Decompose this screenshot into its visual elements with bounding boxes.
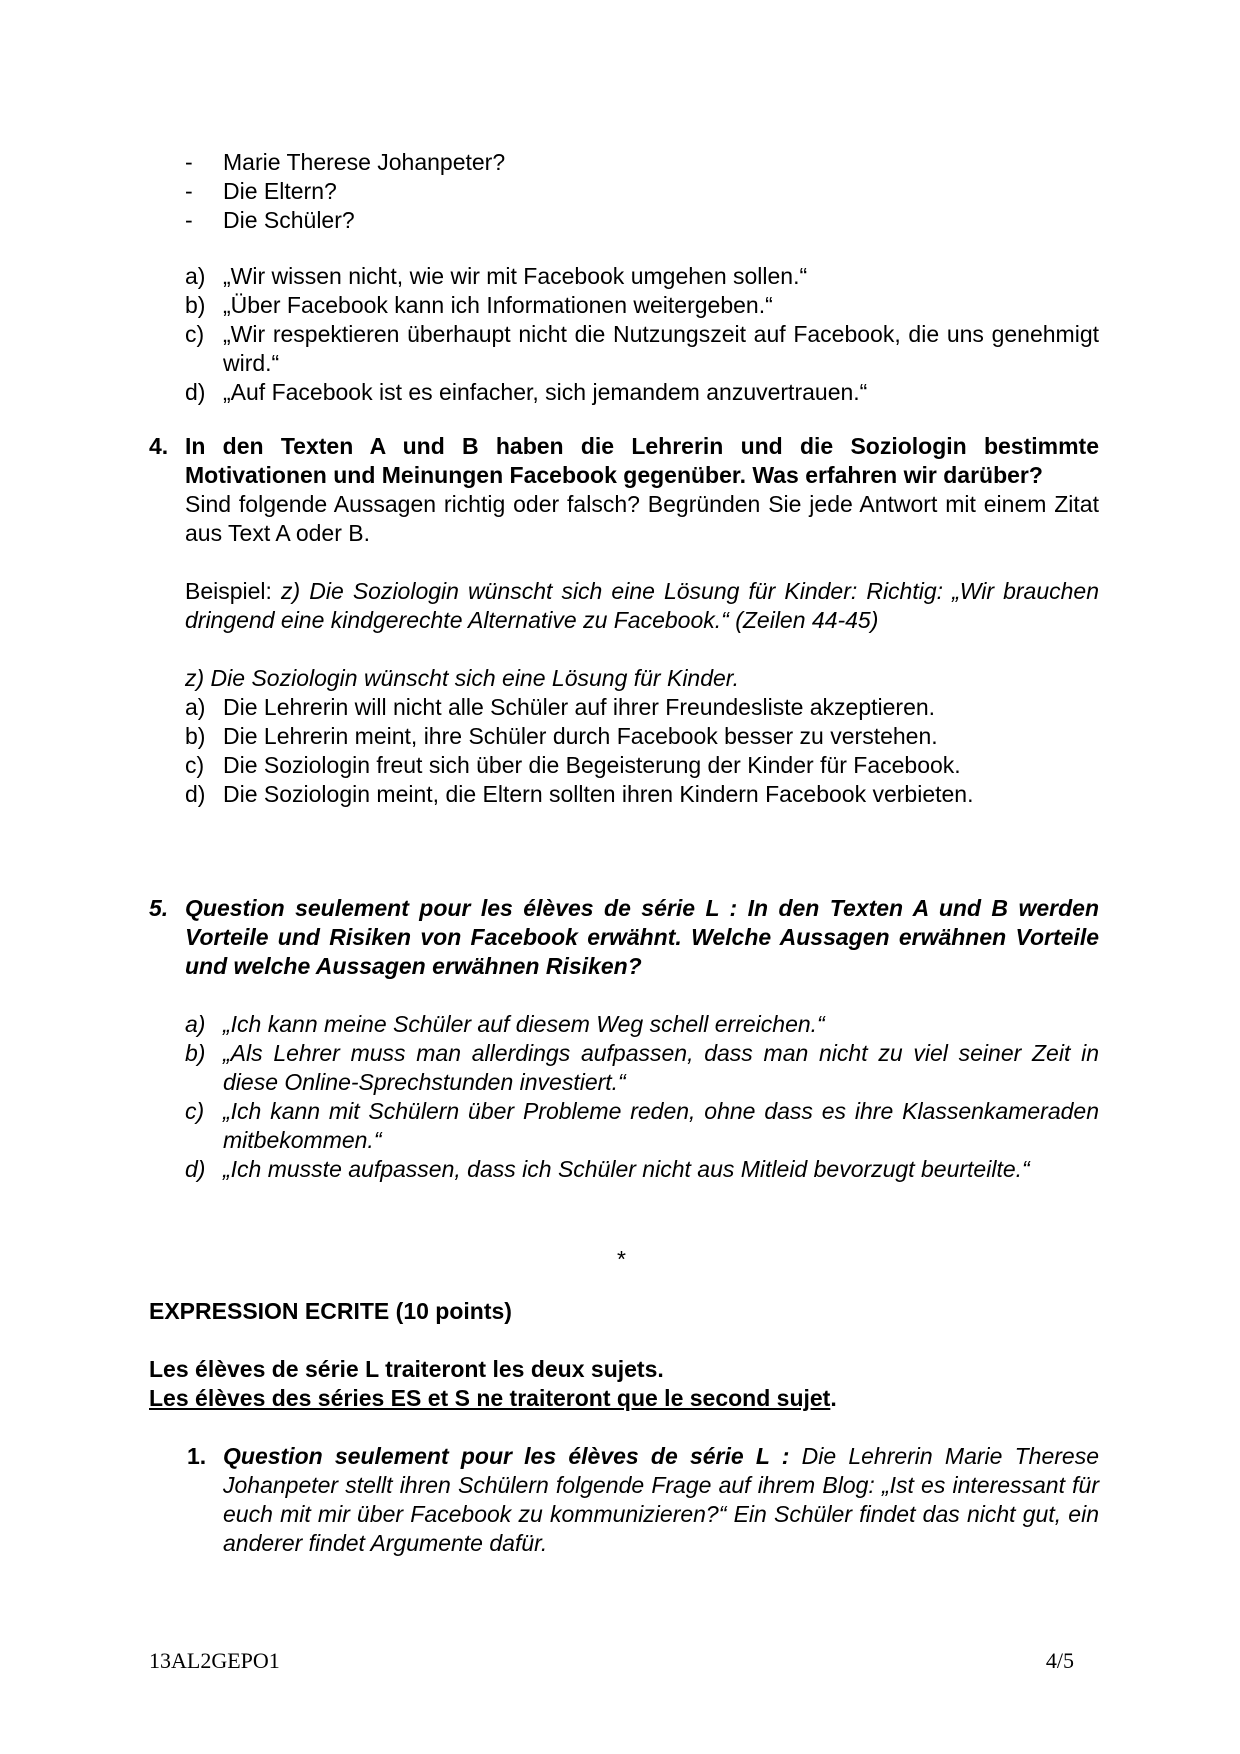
question-instruction: Sind folgende Aussagen richtig oder falsch? Begründen Sie jede Antwort mit einem Zitat aus Text A oder B. — [185, 491, 1099, 546]
list-item: a) Die Lehrerin will nicht alle Schüler auf ihrer Freundesliste akzeptieren. — [185, 694, 936, 720]
question-heading: 4. In den Texten A und B haben die Lehrerin und die Soziologin bestimmte Motivationen und Meinungen Facebook gegenüber. Was erfahren wir darüber? — [149, 433, 1099, 488]
list-item: b) „Über Facebook kann ich Informationen weitergeben.“ — [185, 292, 773, 318]
list-item: b) Die Lehrerin meint, ihre Schüler durch Facebook besser zu verstehen. — [185, 723, 938, 749]
section-separator: * — [617, 1246, 626, 1272]
instruction-line-1: Les élèves de série L traiteront les deux sujets. — [149, 1356, 664, 1382]
question-4 — [149, 432, 1099, 809]
list-item: a) „Ich kann meine Schüler auf diesem Weg schell erreichen.“ — [185, 1011, 825, 1037]
expression-section — [149, 1297, 1099, 1558]
example-block: Beispiel: z) Die Soziologin wünscht sich eine Lösung für Kinder: Richtig: „Wir brauchen dringend eine kindgerechte Alternative zu Facebook.“ (Zeilen 44-45) — [185, 578, 1100, 633]
q3-quote-list — [185, 262, 1099, 407]
list-item: c) „Wir respektieren überhaupt nicht die Nutzungszeit auf Facebook, die uns genehmigt wird.“ — [185, 321, 1099, 376]
q5-quote-list — [185, 1010, 1099, 1184]
section-title: EXPRESSION ECRITE (10 points) — [149, 1298, 512, 1324]
question-heading: 5. Question seulement pour les élèves de série L : In den Texten A und B werden Vorteile und Risiken von Facebook erwähnt. Welche Aussagen erwähnen Vorteile und welche Aussagen erwähnen Risiken? — [149, 895, 1099, 979]
list-item: - Die Eltern? — [185, 178, 337, 204]
instruction-line-2: Les élèves des séries ES et S ne traiteront que le second sujet. — [149, 1385, 837, 1411]
page-footer — [149, 1646, 1074, 1675]
document-code: 13AL2GEPO1 — [149, 1648, 280, 1673]
list-item: d) „Auf Facebook ist es einfacher, sich jemandem anzuvertrauen.“ — [185, 379, 868, 405]
q4-statement-list — [185, 693, 1099, 809]
q3-people-list — [185, 148, 1085, 235]
list-item: c) Die Soziologin freut sich über die Begeisterung der Kinder für Facebook. — [185, 752, 961, 778]
list-item: - Die Schüler? — [185, 207, 355, 233]
question-5 — [149, 894, 1099, 1184]
list-item: d) Die Soziologin meint, die Eltern sollten ihren Kindern Facebook verbieten. — [185, 781, 974, 807]
writing-task-1: 1. Question seulement pour les élèves de série L : Die Lehrerin Marie Therese Johanpeter stellt ihren Schülern folgende Frage auf ihrem Blog: „Ist es interessant für euch mit mir über Facebook zu kommunizieren?“ Ein Schüler findet das nicht gut, ein anderer findet Argumente dafür. — [187, 1443, 1100, 1556]
list-item: d) „Ich musste aufpassen, dass ich Schüler nicht aus Mitleid bevorzugt beurteilte.“ — [185, 1156, 1030, 1182]
example-item: z) Die Soziologin wünscht sich eine Lösung für Kinder. — [185, 665, 739, 691]
list-item: - Marie Therese Johanpeter? — [185, 149, 506, 175]
list-item: c) „Ich kann mit Schülern über Probleme reden, ohne dass es ihre Klassenkameraden mitbekommen.“ — [185, 1098, 1099, 1153]
list-item: a) „Wir wissen nicht, wie wir mit Facebook umgehen sollen.“ — [185, 263, 808, 289]
page-number: 4/5 — [1045, 1648, 1074, 1673]
list-item: b) „Als Lehrer muss man allerdings aufpassen, dass man nicht zu viel seiner Zeit in diese Online-Sprechstunden investiert.“ — [185, 1040, 1099, 1095]
